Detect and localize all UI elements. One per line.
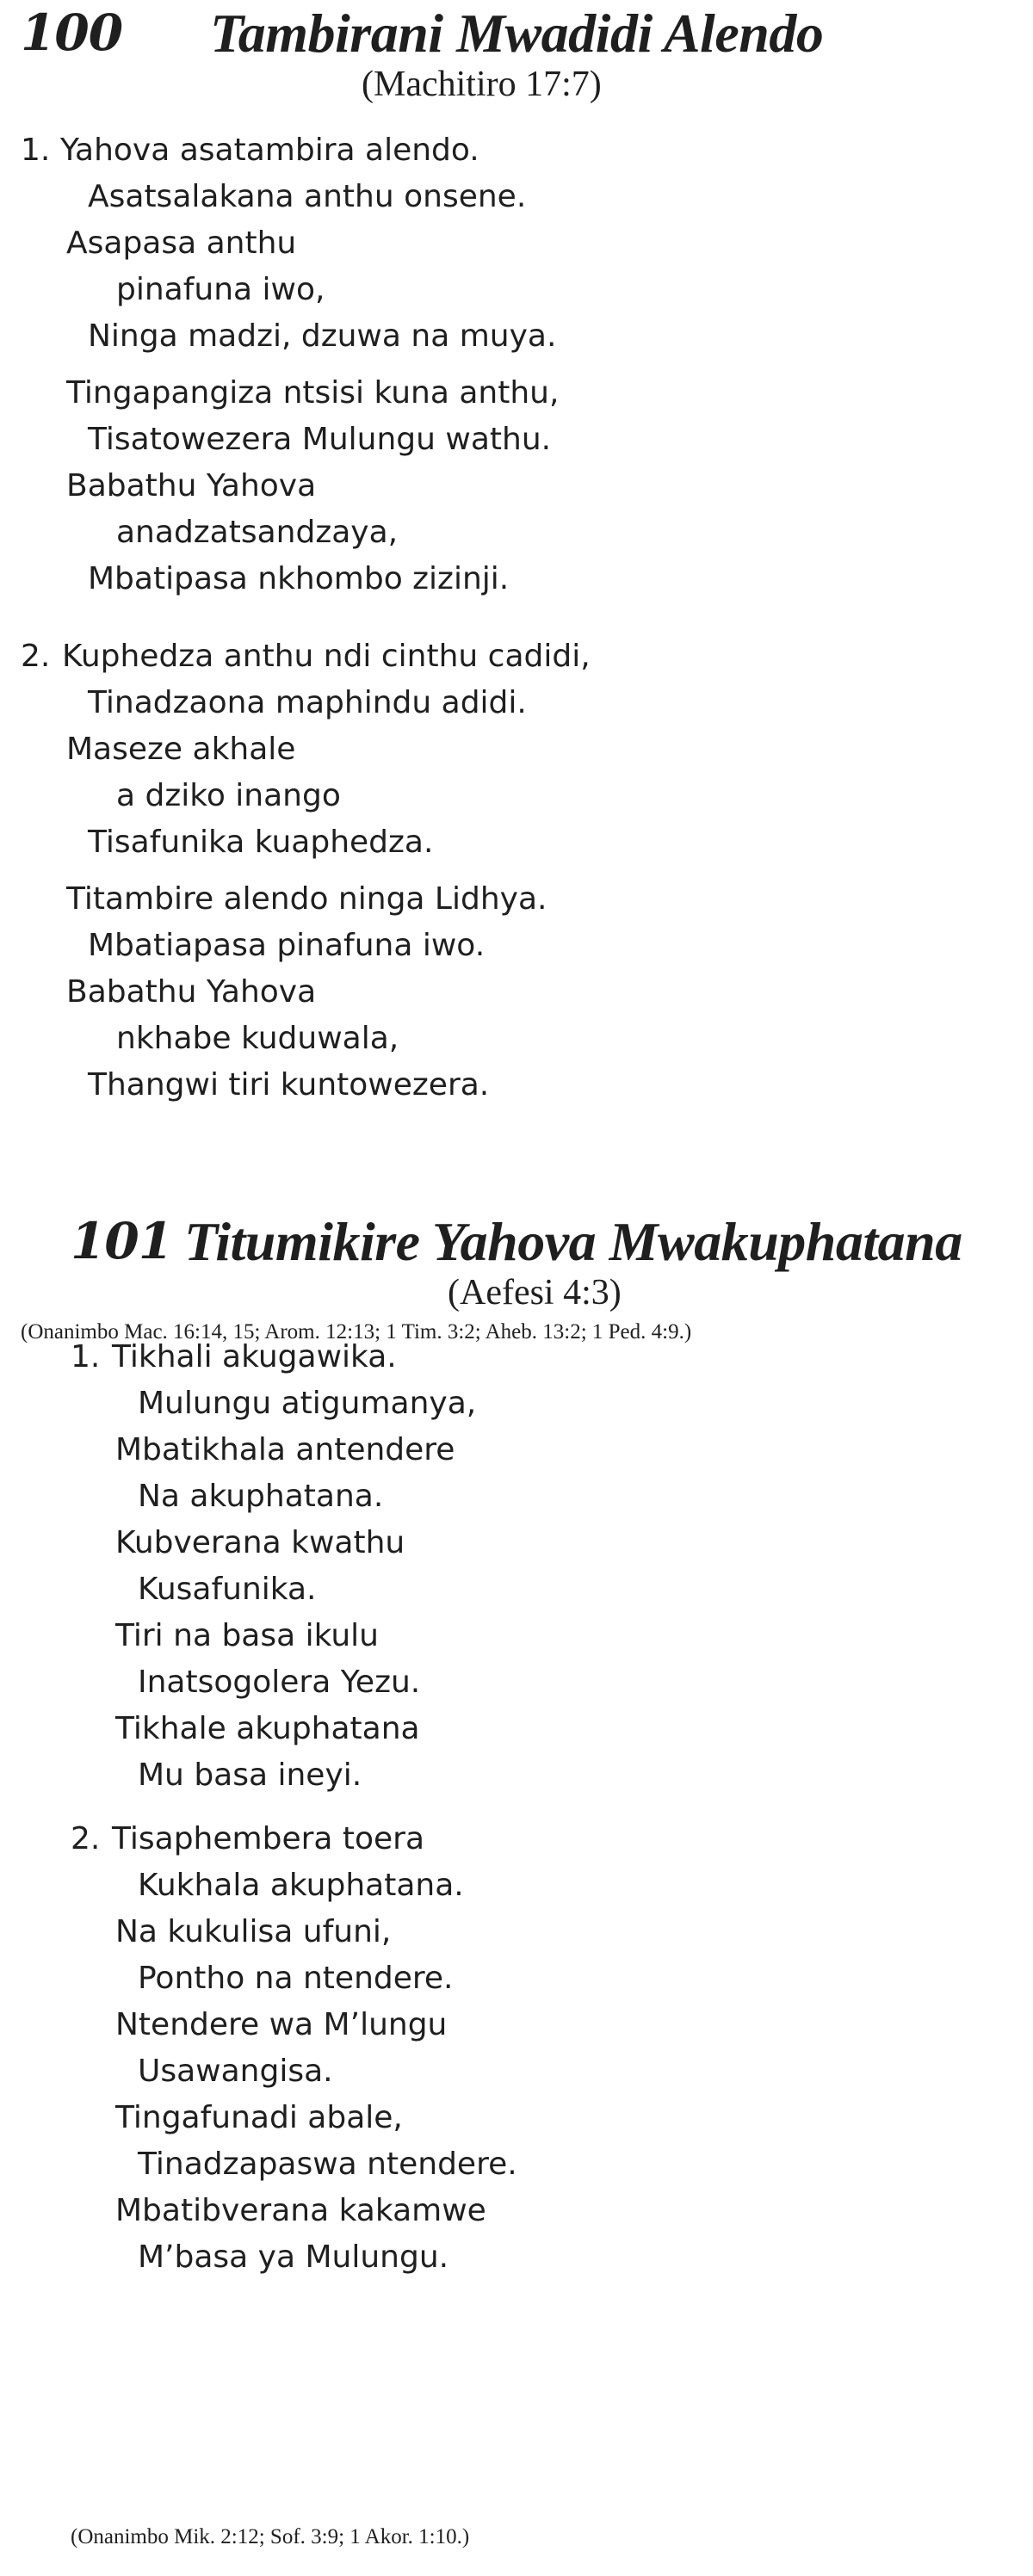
verse-line: Tiri na basa ikulu bbox=[115, 1618, 379, 1653]
verse-line: Mu basa ineyi. bbox=[138, 1757, 362, 1793]
verse-line: Kubverana kwathu bbox=[115, 1525, 405, 1560]
scripture-reference: (Aefesi 4:3) bbox=[448, 1273, 622, 1313]
see-also-reference: (Onanimbo Mac. 16:14, 15; Arom. 12:13; 1 Tim. 3:2; Aheb. 13:2; 1 Ped. 4:9.) bbox=[21, 1320, 692, 1344]
verse-line: Tingafunadi abale, bbox=[115, 2100, 403, 2135]
verse-line: Na akuphatana. bbox=[138, 1479, 384, 1514]
hymn-title: Tambirani Mwadidi Alendo bbox=[210, 3, 824, 64]
verse-line: Ntendere wa M’lungu bbox=[115, 2007, 448, 2042]
verse-line: Tinadzapaswa ntendere. bbox=[138, 2147, 517, 2182]
verse-line: Kukhala akuphatana. bbox=[138, 1868, 464, 1903]
verse-line: anadzatsandzaya, bbox=[116, 515, 399, 550]
hymn-number: 101 bbox=[71, 1212, 173, 1270]
verse-line: Kusafunika. bbox=[138, 1572, 317, 1607]
verse-line: Maseze akhale bbox=[66, 732, 296, 767]
verse-line: Ninga madzi, dzuwa na muya. bbox=[88, 318, 557, 354]
verse-line: Babathu Yahova bbox=[66, 468, 317, 503]
see-also-reference: (Onanimbo Mik. 2:12; Sof. 3:9; 1 Akor. 1:10.) bbox=[71, 2525, 470, 2548]
verse-number: 1. bbox=[71, 1339, 101, 1374]
verse-line: Tikhali akugawika. bbox=[112, 1339, 397, 1374]
verse-line: Babathu Yahova bbox=[66, 974, 317, 1010]
verse-number: 1. bbox=[21, 133, 51, 168]
verse-line: Mbatibverana kakamwe bbox=[115, 2193, 486, 2228]
verse-line: Asapasa anthu bbox=[66, 225, 297, 261]
verse-line: Inatsogolera Yezu. bbox=[138, 1665, 421, 1700]
verse-line: Mulungu atigumanya, bbox=[138, 1386, 477, 1421]
hymn-title: Titumikire Yahova Mwakuphatana bbox=[184, 1211, 962, 1272]
verse-line: Mbatikhala antendere bbox=[115, 1432, 455, 1467]
verse-line: nkhabe kuduwala, bbox=[116, 1021, 399, 1056]
verse-line: Tinadzaona maphindu adidi. bbox=[88, 685, 527, 720]
scripture-reference: (Machitiro 17:7) bbox=[362, 65, 602, 104]
verse-line: Tisatowezera Mulungu wathu. bbox=[88, 422, 552, 457]
verse-line: Tingapangiza ntsisi kuna anthu, bbox=[66, 375, 560, 411]
verse-line: Thangwi tiri kuntowezera. bbox=[88, 1067, 490, 1103]
verse-line: Kuphedza anthu ndi cinthu cadidi, bbox=[62, 639, 591, 674]
verse-line: Usawangisa. bbox=[138, 2054, 333, 2089]
verse-line: M’basa ya Mulungu. bbox=[138, 2239, 449, 2275]
hymn-number: 100 bbox=[21, 3, 123, 62]
verse-line: Tisaphembera toera bbox=[112, 1821, 425, 1856]
verse-line: Titambire alendo ninga Lidhya. bbox=[66, 881, 547, 917]
verse-line: Pontho na ntendere. bbox=[138, 1961, 454, 1996]
verse-line: Tisafunika kuaphedza. bbox=[88, 825, 434, 860]
verse-line: Asatsalakana anthu onsene. bbox=[88, 179, 527, 214]
verse-line: Yahova asatambira alendo. bbox=[60, 133, 479, 168]
verse-line: Mbatipasa nkhombo zizinji. bbox=[88, 561, 510, 596]
verse-number: 2. bbox=[21, 639, 51, 674]
verse-line: Na kukulisa ufuni, bbox=[115, 1914, 392, 1949]
verse-line: pinafuna iwo, bbox=[116, 272, 325, 307]
verse-line: Tikhale akuphatana bbox=[115, 1711, 420, 1746]
verse-line: a dziko inango bbox=[116, 778, 341, 813]
verse-line: Mbatiapasa pinafuna iwo. bbox=[88, 928, 486, 963]
verse-number: 2. bbox=[71, 1821, 101, 1856]
